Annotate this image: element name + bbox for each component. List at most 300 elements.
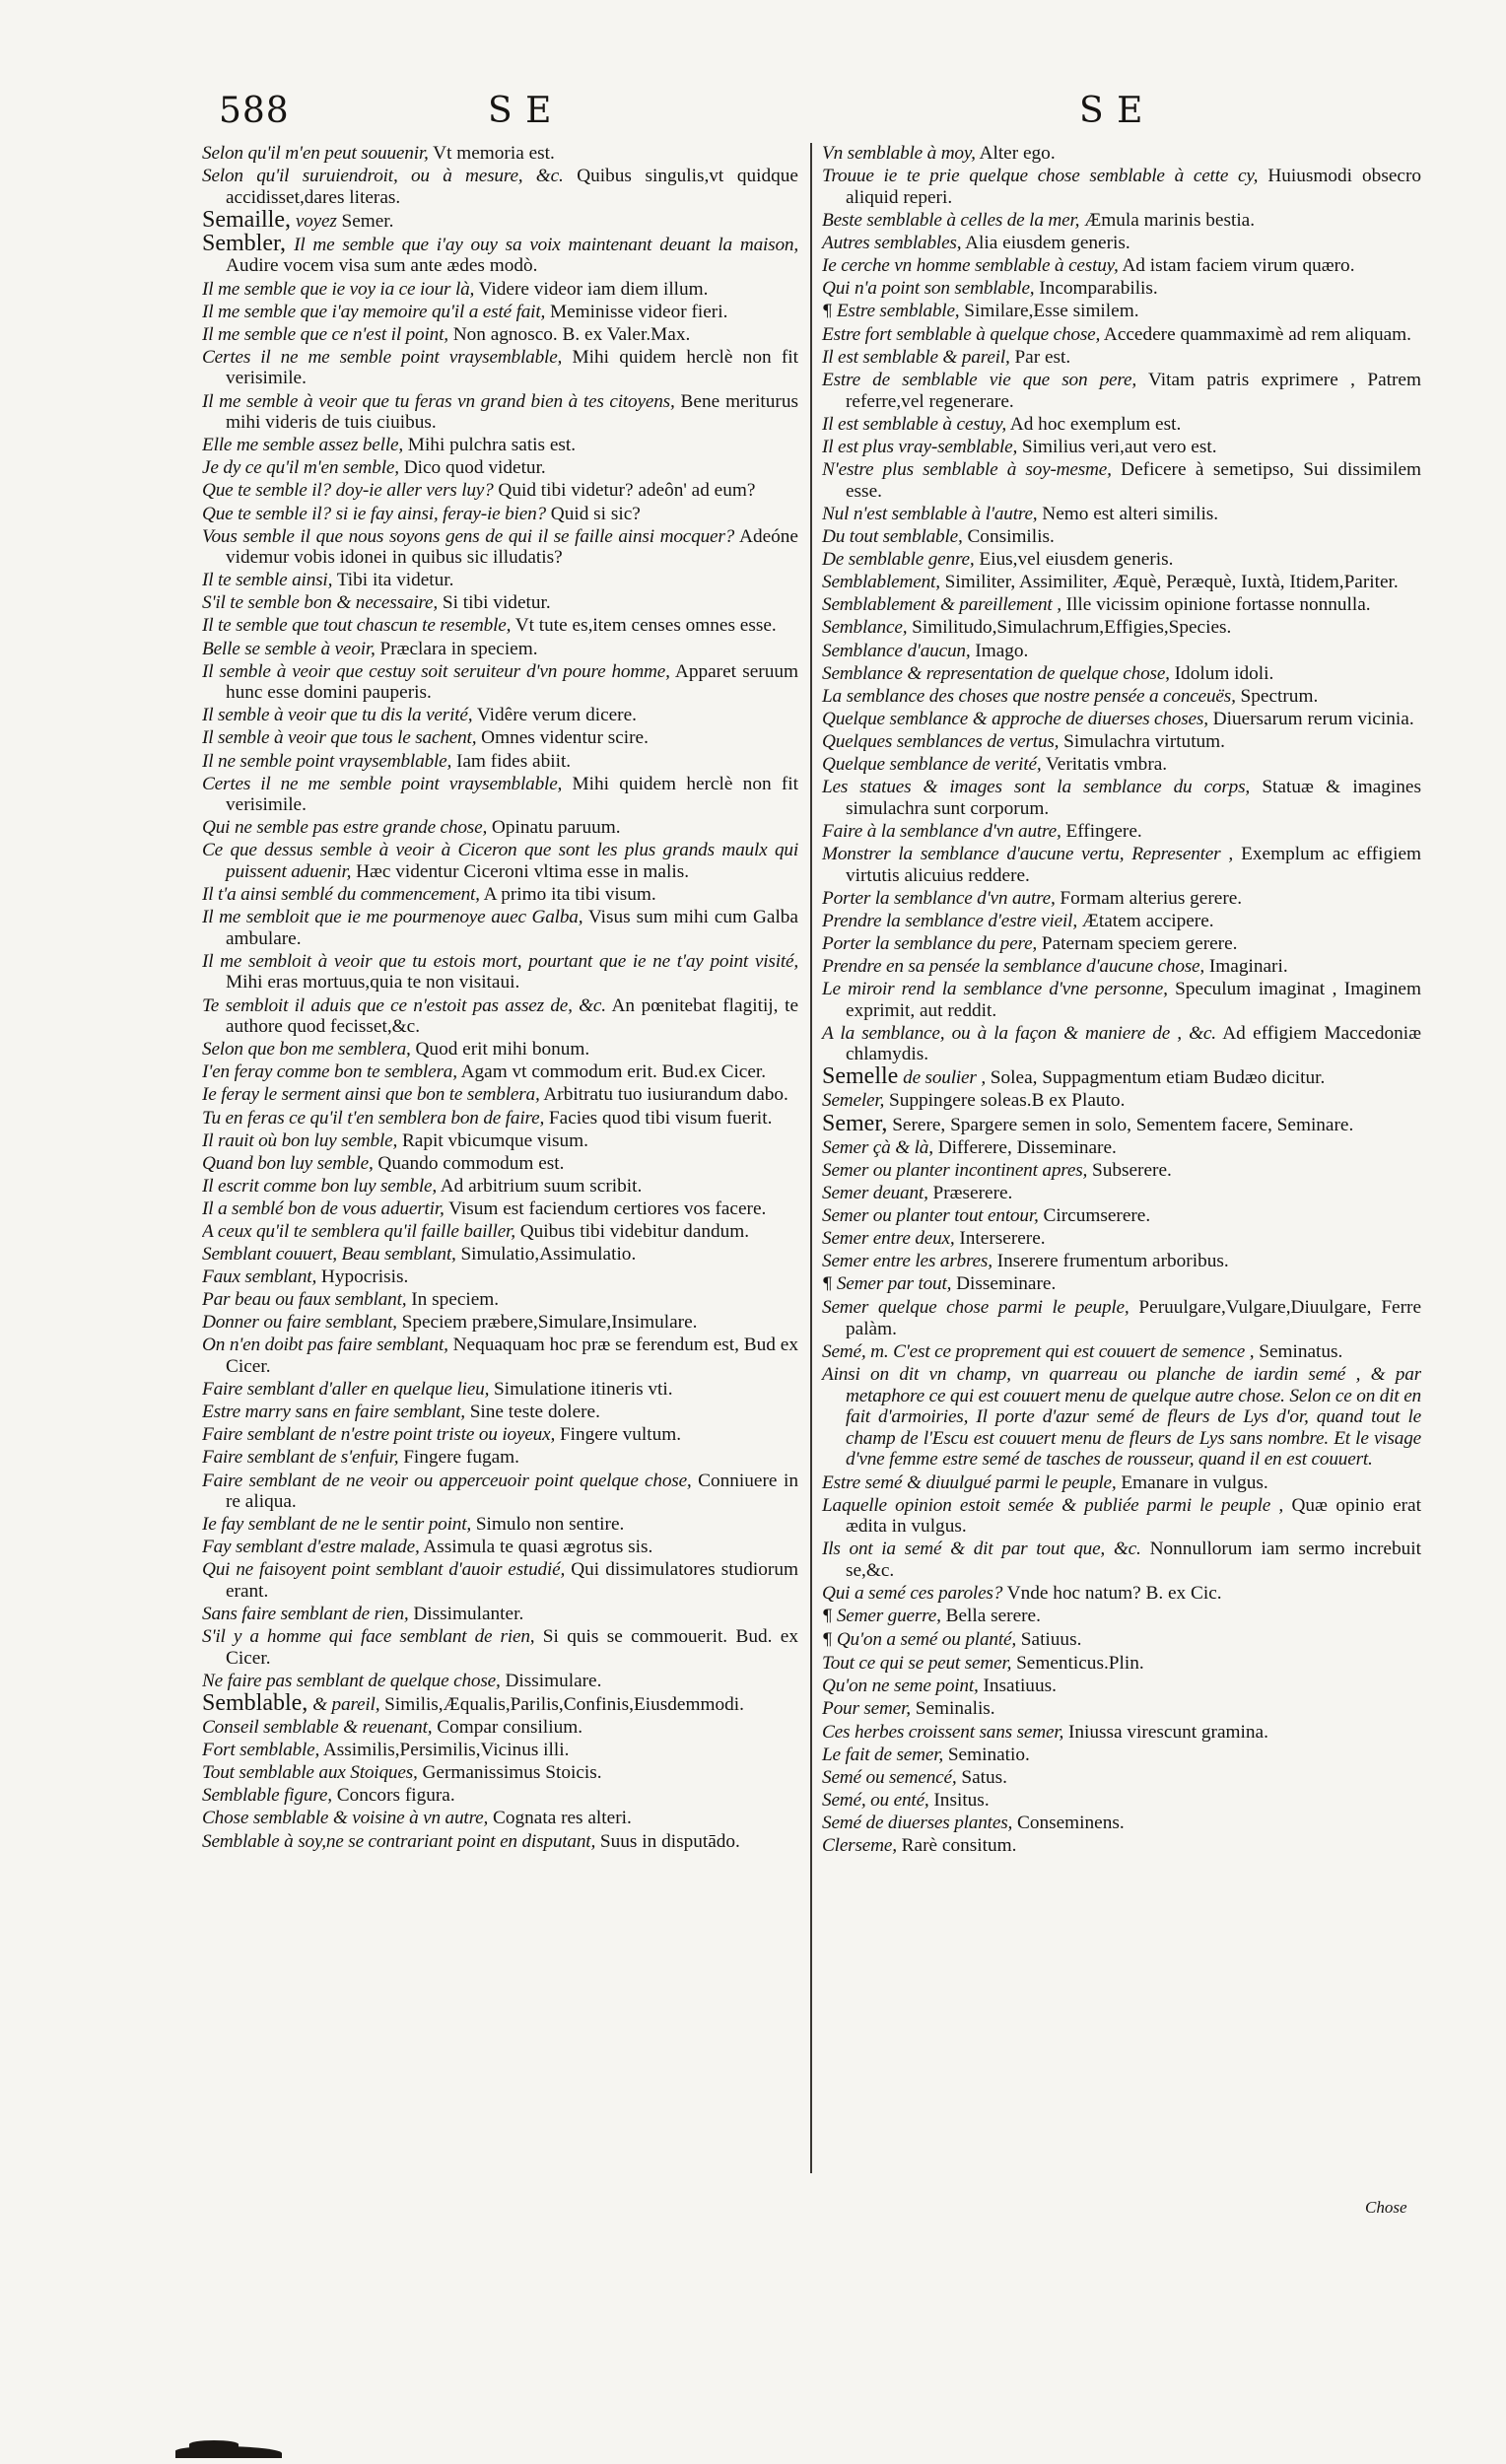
french-phrase: Il ne semble point vraysemblable, [202, 750, 452, 772]
dictionary-entry [202, 435, 798, 456]
dictionary-entry [822, 663, 1421, 685]
french-phrase: Qui ne semble pas estre grande chose, [202, 817, 488, 839]
latin-gloss: Compar consilium. [437, 1717, 583, 1739]
french-phrase: S'il te semble bon & necessaire, [202, 592, 439, 614]
dictionary-entry [822, 686, 1421, 708]
latin-gloss: Quando commodum est. [377, 1152, 565, 1174]
dictionary-entry [202, 1785, 798, 1807]
french-phrase: Faire semblant d'aller en quelque lieu, [202, 1379, 490, 1401]
latin-gloss: Nequaquam hoc præ se ferendum est, Bud ex Cicer. [226, 1335, 798, 1378]
dictionary-entry [202, 504, 798, 525]
latin-gloss: Statuæ & imagines simulachra sunt corporum. [846, 777, 1421, 819]
headword: Semaille, [202, 206, 291, 233]
french-phrase: A ceux qu'il te semblera qu'il faille bailler, [202, 1221, 515, 1242]
french-phrase: On n'en doibt pas faire semblant, [202, 1335, 448, 1356]
dictionary-entry [202, 817, 798, 839]
dictionary-entry [202, 1312, 798, 1334]
latin-gloss: Emanare in vulgus. [1121, 1472, 1268, 1493]
latin-gloss: Par est. [1014, 347, 1071, 369]
french-phrase: Semer ou planter incontinent apres, [822, 1159, 1088, 1181]
dictionary-entry [822, 1023, 1421, 1065]
french-phrase: Semblablement & pareillement , [822, 594, 1061, 616]
french-phrase: Vous semble il que nous soyons gens de qui il se faille ainsi mocquer? [202, 525, 735, 547]
latin-gloss: Facies quod tibi visum fuerit. [548, 1107, 773, 1129]
latin-gloss: Vitam patris exprimere , Patrem referre,vel regenerare. [846, 370, 1421, 413]
latin-gloss: Speciem præbere,Simulare,Insimulare. [401, 1312, 698, 1334]
dictionary-entry [202, 480, 798, 502]
french-phrase: Il rauit où bon luy semble, [202, 1129, 398, 1151]
latin-gloss: Quid si sic? [550, 503, 641, 524]
dictionary-entry [202, 279, 798, 301]
dictionary-entry [202, 1335, 798, 1377]
dictionary-entry [822, 731, 1421, 753]
french-phrase: Semblance d'aucun, [822, 640, 971, 661]
latin-gloss: Paternam speciem gerere. [1041, 932, 1238, 954]
french-phrase: Conseil semblable & reuenant, [202, 1717, 433, 1739]
french-phrase: Il me semble que ce n'est il point, [202, 323, 448, 345]
dictionary-entry [202, 995, 798, 1038]
dictionary-entry [822, 526, 1421, 548]
dictionary-entry [202, 884, 798, 906]
latin-gloss: Dico quod videtur. [403, 457, 546, 479]
latin-gloss: Sementicus.Plin. [1016, 1653, 1144, 1675]
dictionary-entry [822, 641, 1421, 662]
dictionary-entry [202, 391, 798, 434]
latin-gloss: Quod erit mihi bonum. [415, 1039, 590, 1061]
latin-gloss: Mihi quidem herclè non fit verisimile. [226, 773, 798, 816]
dictionary-entry [822, 1472, 1421, 1494]
dictionary-entry [822, 549, 1421, 571]
latin-gloss: Dissimulanter. [413, 1604, 524, 1625]
latin-gloss: Alia eiusdem generis. [965, 232, 1130, 253]
latin-gloss: Diuersarum rerum vicinia. [1212, 708, 1414, 729]
dictionary-entry [822, 414, 1421, 436]
latin-gloss: Solea, Suppagmentum etiam Budæo dicitur. [990, 1067, 1326, 1089]
french-phrase: Quelque semblance & approche de diuerses choses, [822, 708, 1208, 729]
dictionary-entry [822, 1745, 1421, 1766]
dictionary-entry [822, 504, 1421, 525]
french-phrase: Le fait de semer, [822, 1744, 943, 1765]
dictionary-entry [202, 615, 798, 637]
dictionary-entry [822, 1583, 1421, 1605]
latin-gloss: Conseminens. [1016, 1812, 1125, 1833]
dictionary-entry [822, 933, 1421, 955]
latin-gloss: Non agnosco. B. ex Valer.Max. [452, 323, 691, 345]
dictionary-entry [202, 1740, 798, 1761]
french-phrase: Qui n'a point son semblable, [822, 278, 1035, 300]
french-phrase: Ce que dessus semble à veoir à Ciceron que sont les plus grands maulx qui puissent aduenir, [202, 840, 798, 882]
latin-gloss: Idolum idoli. [1174, 662, 1274, 684]
dictionary-entry [822, 1090, 1421, 1112]
french-phrase: Ie feray le serment ainsi que bon te semblera, [202, 1084, 540, 1106]
dictionary-entry [822, 255, 1421, 277]
french-phrase: Semer entre les arbres, [822, 1251, 993, 1272]
latin-gloss: Alter ego. [979, 143, 1056, 164]
dictionary-entry [822, 1297, 1421, 1339]
dictionary-entry [822, 617, 1421, 639]
french-phrase: Semer quelque chose parmi le peuple, [822, 1297, 1130, 1319]
latin-gloss: Imaginari. [1208, 955, 1288, 977]
dictionary-entry [202, 1061, 798, 1083]
latin-gloss: Arbitratu tuo iusiurandum dabo. [543, 1084, 788, 1106]
latin-gloss: Interserere. [959, 1228, 1046, 1249]
latin-gloss: Fingere vultum. [559, 1424, 682, 1446]
french-phrase: Tu en feras ce qu'il t'en semblera bon de faire, [202, 1107, 545, 1129]
dictionary-entry [202, 1402, 798, 1423]
french-phrase: Semblance & representation de quelque chose, [822, 662, 1170, 684]
latin-gloss: Bene meriturus mihi videris de tuis ciuibus. [226, 390, 798, 434]
headword: Semelle [822, 1063, 899, 1090]
dictionary-entry [202, 206, 798, 233]
dictionary-entry [822, 888, 1421, 910]
latin-gloss: Veritatis vmbra. [1045, 754, 1168, 776]
latin-gloss: Agam vt commodum erit. Bud.ex Cicer. [460, 1061, 767, 1083]
french-phrase: Elle me semble assez belle, [202, 435, 403, 456]
dictionary-entry [822, 572, 1421, 593]
latin-gloss: Vnde hoc natum? B. ex Cic. [1006, 1583, 1222, 1604]
dictionary-entry [822, 301, 1421, 323]
french-phrase: Que te semble il? doy-ie aller vers luy? [202, 480, 494, 502]
french-phrase: Estre semblable, [836, 301, 960, 322]
latin-gloss: Hypocrisis. [320, 1266, 409, 1288]
latin-gloss: Germanissimus Stoicis. [422, 1762, 602, 1784]
french-phrase: Ie fay semblant de ne le sentir point, [202, 1514, 471, 1536]
french-phrase: Il me semble que ie voy ia ce iour là, [202, 278, 475, 300]
french-phrase: Sans faire semblant de rien, [202, 1604, 409, 1625]
french-phrase: voyez [295, 210, 337, 232]
dictionary-entry [202, 1626, 798, 1669]
running-head-right: S E [1079, 91, 1144, 131]
french-phrase: Trouue ie te prie quelque chose semblable à cette cy, [822, 166, 1259, 187]
french-phrase: Faux semblant, [202, 1266, 317, 1288]
dictionary-entry [202, 1514, 798, 1536]
french-phrase: Ils ont ia semé & dit par tout que, &c. [822, 1539, 1141, 1560]
french-phrase: Tout ce qui se peut semer, [822, 1653, 1012, 1675]
french-phrase: Il t'a ainsi semblé du commencement, [202, 884, 480, 906]
dictionary-entry [822, 1341, 1421, 1363]
latin-gloss: Bella serere. [945, 1606, 1041, 1627]
french-phrase: Laquelle opinion estoit semée & publiée parmi le peuple , [822, 1494, 1283, 1516]
latin-gloss: Omnes videntur scire. [481, 727, 649, 749]
dictionary-entry [202, 1266, 798, 1288]
dictionary-entry [202, 1808, 798, 1829]
french-phrase: Semer deuant, [822, 1182, 928, 1203]
french-phrase: Faire à la semblance d'vn autre, [822, 820, 1061, 842]
latin-gloss: Incomparabilis. [1039, 278, 1158, 300]
french-phrase: Nul n'est semblable à l'autre, [822, 504, 1038, 524]
latin-gloss: Ætatem accipere. [1081, 910, 1214, 931]
french-phrase: Donner ou faire semblant, [202, 1312, 397, 1334]
dictionary-entry [822, 1273, 1421, 1296]
latin-gloss: Differere, Disseminare. [937, 1136, 1117, 1158]
dictionary-entry [202, 1084, 798, 1106]
french-phrase: Faire semblant de n'estre point triste ou ioyeux, [202, 1424, 556, 1446]
dictionary-entry [822, 594, 1421, 616]
french-phrase: Quelques semblances de vertus, [822, 730, 1060, 752]
catchword: Chose [1365, 2198, 1407, 2217]
dictionary-entry [822, 347, 1421, 369]
dictionary-entry [822, 1110, 1421, 1136]
dictionary-entry [202, 639, 798, 660]
french-phrase: Il est plus vray-semblable, [822, 437, 1018, 458]
latin-gloss: Assimilis,Persimilis,Vicinus illi. [322, 1740, 570, 1761]
dictionary-entry [202, 1424, 798, 1446]
latin-gloss: Ad hoc exemplum est. [1009, 414, 1182, 436]
dictionary-entry [202, 1039, 798, 1061]
latin-gloss: Accedere quammaximè ad rem aliquam. [1103, 324, 1411, 346]
latin-gloss: Iniussa virescunt gramina. [1067, 1721, 1268, 1743]
french-phrase: Semer ou planter tout entour, [822, 1204, 1039, 1226]
french-phrase: Autres semblables, [822, 232, 962, 253]
dictionary-entry [822, 370, 1421, 412]
latin-gloss: Suppingere soleas.B ex Plauto. [889, 1090, 1126, 1112]
dictionary-entry [822, 1813, 1421, 1834]
latin-gloss: Seminatio. [947, 1744, 1030, 1765]
latin-gloss: Quæ opinio erat ædita in vulgus. [846, 1494, 1421, 1538]
latin-gloss: Conniuere in re aliqua. [226, 1470, 798, 1513]
latin-gloss: Qui dissimulatores studiorum erant. [226, 1559, 798, 1602]
latin-gloss: An pœnitebat flagitij, te authore quod fecisset,&c. [226, 994, 798, 1038]
french-phrase: Les statues & images sont la semblance du corps, [822, 777, 1251, 798]
french-phrase: Semer çà & là, [822, 1136, 933, 1158]
latin-gloss: Effingere. [1065, 820, 1142, 842]
french-phrase: & pareil, [312, 1693, 380, 1715]
latin-gloss: Tibi ita videtur. [336, 570, 454, 591]
dictionary-entry [822, 437, 1421, 458]
latin-gloss: Rarè consitum. [901, 1835, 1017, 1857]
latin-gloss: Quibus singulis,vt quidque accidisset,dares literas. [226, 166, 798, 208]
dictionary-entry [822, 979, 1421, 1021]
french-phrase: Selon que bon me semblera, [202, 1039, 411, 1061]
dictionary-entry [202, 1244, 798, 1266]
french-phrase: Estre fort semblable à quelque chose, [822, 324, 1101, 346]
french-phrase: Semé, m. C'est ce proprement qui est couuert de semence , [822, 1340, 1255, 1362]
headword: Semer, [822, 1110, 888, 1136]
dictionary-entry [822, 1495, 1421, 1538]
french-phrase: Il me semble à veoir que tu feras vn grand bien à tes citoyens, [202, 390, 675, 412]
french-phrase: Il semble à veoir que tous le sachent, [202, 727, 477, 749]
latin-gloss: Ille vicissim opinione fortasse nonnulla. [1065, 594, 1371, 616]
latin-gloss: Opinatu paruum. [491, 817, 621, 839]
latin-gloss: Consimilis. [967, 526, 1055, 548]
french-phrase: Semer guerre, [836, 1606, 941, 1627]
dictionary-entry [202, 705, 798, 726]
french-phrase: Il te semble que tout chascun te resemble, [202, 615, 512, 637]
latin-gloss: Visum est faciendum certiores vos facere. [448, 1198, 767, 1219]
dictionary-entry [202, 592, 798, 614]
french-phrase: Porter la semblance d'vn autre, [822, 887, 1056, 909]
pilcrow-icon: ¶ [822, 302, 833, 322]
ink-smudge [175, 2446, 282, 2458]
latin-gloss: Simulo non sentire. [475, 1514, 625, 1536]
french-phrase: Estre semé & diuulgué parmi le peuple, [822, 1472, 1117, 1493]
french-phrase: Il me semble que i'ay ouy sa voix maintenant deuant la maison, [294, 234, 798, 255]
dictionary-entry [202, 727, 798, 749]
latin-gloss: Vt tute es,item censes omnes esse. [514, 615, 777, 637]
dictionary-entry [822, 956, 1421, 978]
latin-gloss: Similare,Esse similem. [964, 301, 1139, 322]
latin-gloss: Inserere frumentum arboribus. [996, 1251, 1229, 1272]
dictionary-entry [822, 1722, 1421, 1744]
dictionary-entry [822, 166, 1421, 208]
latin-gloss: In speciem. [411, 1289, 500, 1311]
french-phrase: A la semblance, ou à la façon & maniere de , &c. [822, 1022, 1216, 1044]
french-phrase: Il me sembloit que ie me pourmenoye auec Galba, [202, 907, 583, 928]
french-phrase: I'en feray comme bon te semblera, [202, 1061, 457, 1083]
french-phrase: Estre marry sans en faire semblant, [202, 1402, 465, 1423]
french-phrase: Beste semblable à celles de la mer, [822, 209, 1080, 231]
latin-gloss: Seminatus. [1259, 1340, 1343, 1362]
dictionary-entry [822, 1835, 1421, 1857]
latin-gloss: Concors figura. [336, 1785, 455, 1807]
latin-gloss: Formam alterius gerere. [1060, 887, 1243, 909]
dictionary-entry [822, 1183, 1421, 1204]
latin-gloss: Similiter, Assimiliter, Æquè, Peræquè, Iuxtà, Itidem,Pariter. [944, 572, 1399, 593]
latin-gloss: Quid tibi videtur? adeôn' ad eum? [498, 480, 756, 502]
dictionary-entry [202, 907, 798, 949]
latin-gloss: Mihi pulchra satis est. [407, 435, 577, 456]
dictionary-entry [822, 1137, 1421, 1159]
french-phrase: Pour semer, [822, 1698, 911, 1720]
french-phrase: Faire semblant de ne veoir ou apperceuoir point quelque chose, [202, 1470, 692, 1491]
dictionary-entry [202, 1447, 798, 1469]
french-phrase: Fay semblant d'estre malade, [202, 1537, 420, 1558]
latin-gloss: Similius veri,aut vero est. [1021, 437, 1217, 458]
latin-gloss: Vt memoria est. [433, 143, 555, 164]
dictionary-entry [822, 1629, 1421, 1652]
latin-gloss: Nemo est alteri similis. [1042, 504, 1219, 524]
french-phrase: Semer par tout, [836, 1273, 952, 1295]
french-phrase: N'estre plus semblable à soy-mesme, [822, 459, 1112, 481]
latin-gloss: Assimula te quasi ægrotus sis. [423, 1537, 653, 1558]
latin-gloss: Quibus tibi videbitur dandum. [519, 1221, 750, 1242]
french-phrase: Tout semblable aux Stoiques, [202, 1762, 418, 1784]
latin-gloss: Æmula marinis bestia. [1084, 209, 1256, 231]
french-phrase: Par beau ou faux semblant, [202, 1289, 407, 1311]
dictionary-entry [202, 1108, 798, 1129]
latin-gloss: Simulatione itineris vti. [494, 1379, 673, 1401]
dictionary-entry [822, 459, 1421, 502]
french-phrase: Il est semblable à cestuy, [822, 414, 1007, 436]
french-phrase: Clerseme, [822, 1835, 897, 1857]
latin-gloss: Simulachra virtutum. [1063, 730, 1226, 752]
dictionary-entry [202, 570, 798, 591]
latin-gloss: Cognata res alteri. [493, 1808, 632, 1829]
french-phrase: Le miroir rend la semblance d'vne personne, [822, 978, 1168, 999]
french-phrase: Quand bon luy semble, [202, 1152, 374, 1174]
french-phrase: Prendre la semblance d'estre vieil, [822, 910, 1077, 931]
latin-gloss: Imago. [975, 640, 1029, 661]
latin-gloss: Circumserere. [1043, 1204, 1151, 1226]
latin-gloss: Simulatio,Assimulatio. [460, 1244, 637, 1266]
latin-gloss: A primo ita tibi visum. [483, 884, 656, 906]
french-phrase: Ie cerche vn homme semblable à cestuy, [822, 254, 1119, 276]
dictionary-entry [202, 1831, 798, 1853]
french-phrase: Estre de semblable vie que son pere, [822, 370, 1136, 391]
dictionary-entry [822, 1676, 1421, 1697]
pilcrow-icon: ¶ [822, 1630, 833, 1651]
dictionary-entry [822, 1539, 1421, 1581]
dictionary-entry [822, 844, 1421, 886]
dictionary-entry [202, 1559, 798, 1602]
dictionary-entry [822, 1160, 1421, 1182]
french-phrase: S'il y a homme qui face semblant de rien, [202, 1626, 535, 1648]
dictionary-entry [202, 1289, 798, 1311]
french-phrase: Qui ne faisoyent point semblant d'auoir estudié, [202, 1559, 566, 1581]
french-phrase: Certes il ne me semble point vraysemblable, [202, 773, 563, 794]
latin-gloss: Fingere fugam. [403, 1447, 519, 1469]
french-phrase: La semblance des choses que nostre pensée a conceuës, [822, 685, 1236, 707]
dictionary-entry [822, 754, 1421, 776]
pilcrow-icon: ¶ [822, 1274, 833, 1295]
dictionary-entry [202, 347, 798, 389]
latin-gloss: Deficere à semetipso, Sui dissimilem esse. [846, 459, 1421, 502]
french-phrase: Qu'on ne seme point, [822, 1676, 979, 1697]
latin-gloss: Insatiuus. [983, 1676, 1057, 1697]
french-phrase: Te sembloit il aduis que ce n'estoit pas assez de, &c. [202, 994, 606, 1016]
french-phrase: Semer entre deux, [822, 1228, 955, 1249]
dictionary-entry [822, 1653, 1421, 1675]
french-phrase: Semblable figure, [202, 1785, 332, 1807]
latin-gloss: Peruulgare,Vulgare,Diuulgare, Ferre palàm. [846, 1297, 1421, 1339]
headword: Semblable, [202, 1689, 308, 1716]
dictionary-entry [822, 777, 1421, 819]
french-phrase: Certes il ne me semble point vraysemblable, [202, 346, 563, 368]
dictionary-entry [202, 1537, 798, 1558]
latin-gloss: Insitus. [933, 1789, 990, 1811]
dictionary-entry [822, 233, 1421, 254]
dictionary-entry [202, 526, 798, 569]
french-phrase: Ne faire pas semblant de quelque chose, [202, 1670, 501, 1691]
latin-gloss: Huiusmodi obsecro aliquid reperi. [846, 166, 1421, 208]
latin-gloss: Ad effigiem Maccedoniæ chlamydis. [846, 1022, 1421, 1065]
french-phrase: Fort semblable, [202, 1740, 320, 1761]
french-phrase: Il a semblé bon de vous aduertir, [202, 1198, 445, 1219]
french-phrase: Porter la semblance du pere, [822, 932, 1038, 954]
dictionary-entry [822, 1364, 1421, 1471]
dictionary-entry [202, 302, 798, 323]
dictionary-entry [822, 709, 1421, 730]
latin-gloss: Serere, Spargere semen in solo, Sementem facere, Seminare. [892, 1114, 1354, 1135]
french-phrase: Semé de diuerses plantes, [822, 1812, 1013, 1833]
dictionary-entry [202, 951, 798, 993]
latin-gloss: Rapit vbicumque visum. [401, 1129, 588, 1151]
latin-gloss: Subserere. [1091, 1159, 1172, 1181]
french-phrase: Semblance, [822, 617, 908, 639]
dictionary-entry [822, 278, 1421, 300]
french-phrase: Il me sembloit à veoir que tu estois mort, pourtant que ie ne t'ay point visité, [202, 950, 798, 972]
dictionary-entry [202, 1379, 798, 1401]
latin-gloss: Ad istam faciem virum quæro. [1122, 254, 1355, 276]
dictionary-entry [202, 1153, 798, 1175]
dictionary-entry [822, 1251, 1421, 1272]
latin-gloss: Sine teste dolere. [469, 1402, 600, 1423]
french-phrase: Qu'on a semé ou planté, [836, 1629, 1016, 1651]
dictionary-entry [202, 166, 798, 208]
french-phrase: Semblablement, [822, 572, 940, 593]
dictionary-entry [202, 774, 798, 816]
french-phrase: Que te semble il? si ie fay ainsi, feray-ie bien? [202, 503, 546, 524]
french-phrase: Selon qu'il m'en peut souuenir, [202, 143, 429, 164]
latin-gloss: Satiuus. [1020, 1629, 1082, 1651]
dictionary-entry [202, 1762, 798, 1784]
latin-gloss: Satus. [961, 1766, 1007, 1788]
latin-gloss: Visus sum mihi cum Galba ambulare. [226, 907, 798, 949]
latin-gloss: Hæc videntur Ciceroni vltima esse in malis. [356, 861, 690, 882]
french-phrase: Faire semblant de s'enfuir, [202, 1447, 399, 1469]
dictionary-entry [202, 840, 798, 882]
french-phrase: Semblable à soy,ne se contrariant point en disputant, [202, 1830, 596, 1852]
